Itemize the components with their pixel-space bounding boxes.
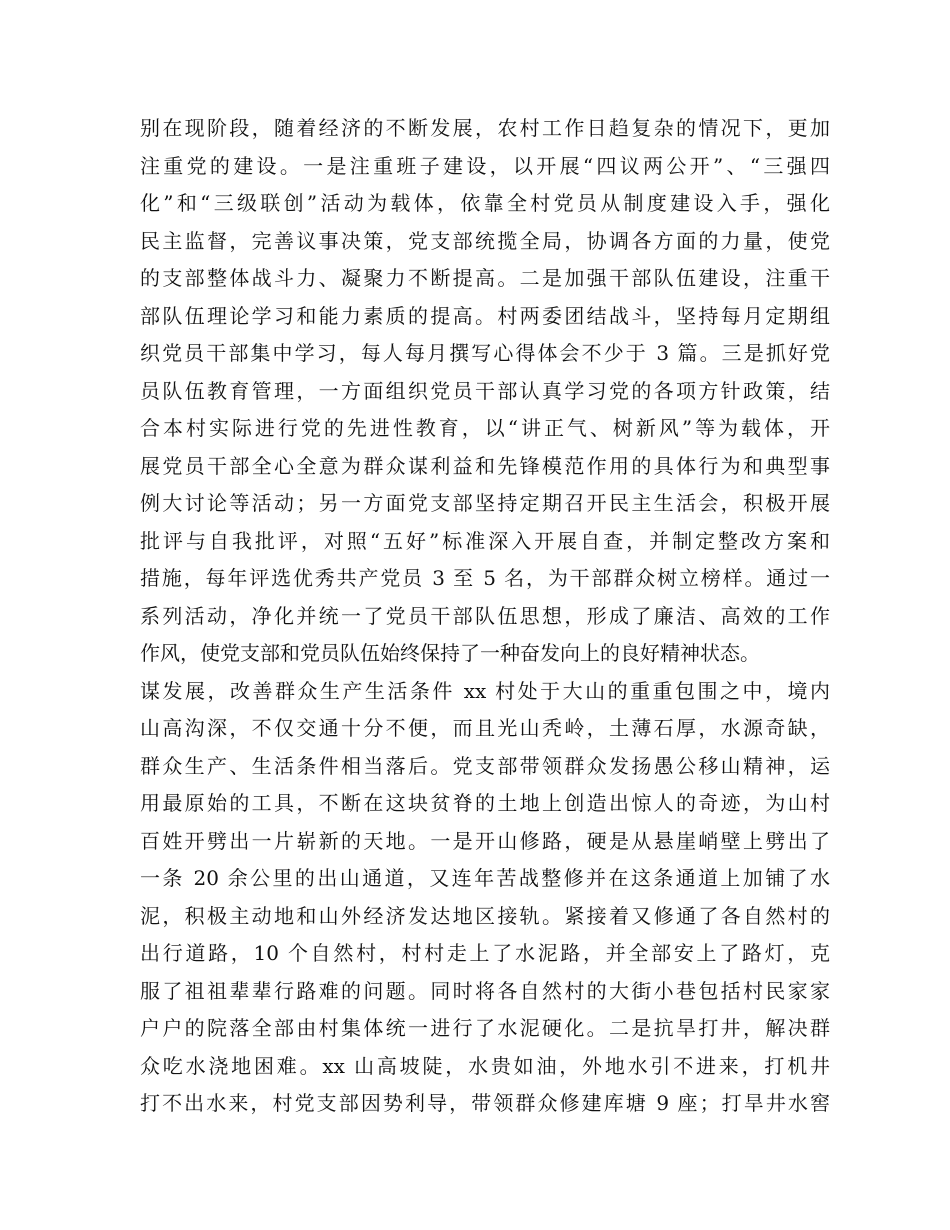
text-line: 批评与自我批评，对照“五好”标准深入开展自查，并制定整改方案和 bbox=[140, 528, 830, 553]
text-line: 部队伍理论学习和能力素质的提高。村两委团结战斗，坚持每月定期组 bbox=[140, 303, 830, 328]
text-line: 织党员干部集中学习，每人每月撰写心得体会不少于 3 篇。三是抓好党 bbox=[140, 341, 830, 365]
text-line: 百姓开劈出一片崭新的天地。一是开山修路，硬是从悬崖峭壁上劈出了 bbox=[140, 828, 830, 853]
text-line: 用最原始的工具，不断在这块贫脊的土地上创造出惊人的奇迹，为山村 bbox=[140, 791, 830, 815]
text-line: 打不出水来，村党支部因势利导，带领群众修建库塘 9 座；打旱井水窖 bbox=[140, 1091, 830, 1115]
text-line: 民主监督，完善议事决策，党支部统揽全局，协调各方面的力量，使党 bbox=[140, 228, 830, 253]
text-line: 谋发展，改善群众生产生活条件 xx 村处于大山的重重包围之中，境内 bbox=[140, 678, 830, 703]
text-line: 户户的院落全部由村集体统一进行了水泥硬化。二是抗旱打井，解决群 bbox=[140, 1016, 830, 1040]
text-line: 展党员干部全心全意为群众谋利益和先锋模范作用的具体行为和典型事 bbox=[140, 453, 830, 478]
text-line: 合本村实际进行党的先进性教育，以“讲正气、树新风”等为载体，开 bbox=[140, 416, 830, 440]
text-line: 出行道路，10 个自然村，村村走上了水泥路，并全部安上了路灯，克 bbox=[140, 941, 830, 965]
text-line: 员队伍教育管理，一方面组织党员干部认真学习党的各项方针政策，结 bbox=[140, 378, 830, 403]
body-text bbox=[140, 110, 830, 1123]
text-line: 山高沟深，不仅交通十分不便，而且光山秃岭，土薄石厚，水源奇缺， bbox=[140, 716, 830, 740]
text-line: 群众生产、生活条件相当落后。党支部带领群众发扬愚公移山精神，运 bbox=[140, 753, 830, 778]
text-line: 服了祖祖辈辈行路难的问题。同时将各自然村的大街小巷包括村民家家 bbox=[140, 978, 830, 1003]
text-line: 众吃水浇地困难。xx 山高坡陡，水贵如油，外地水引不进来，打机井 bbox=[140, 1053, 830, 1078]
text-line: 注重党的建设。一是注重班子建设，以开展“四议两公开”、“三强四 bbox=[140, 153, 830, 178]
text-line: 作风，使党支部和党员队伍始终保持了一种奋发向上的良好精神状态。 bbox=[140, 641, 760, 665]
text-line: 别在现阶段，随着经济的不断发展，农村工作日趋复杂的情况下，更加 bbox=[140, 116, 830, 140]
text-line: 泥，积极主动地和山外经济发达地区接轨。紧接着又修通了各自然村的 bbox=[140, 903, 830, 928]
text-line: 化”和“三级联创”活动为载体，依靠全村党员从制度建设入手，强化 bbox=[140, 191, 830, 215]
text-line: 例大讨论等活动；另一方面党支部坚持定期召开民主生活会，积极开展 bbox=[140, 491, 830, 515]
text-line: 系列活动，净化并统一了党员干部队伍思想，形成了廉洁、高效的工作 bbox=[140, 603, 830, 628]
text-line: 措施，每年评选优秀共产党员 3 至 5 名，为干部群众树立榜样。通过一 bbox=[140, 566, 830, 590]
text-line: 的支部整体战斗力、凝聚力不断提高。二是加强干部队伍建设，注重干 bbox=[140, 266, 830, 290]
text-line: 一条 20 余公里的出山通道，又连年苦战整修并在这条通道上加铺了水 bbox=[140, 866, 830, 890]
